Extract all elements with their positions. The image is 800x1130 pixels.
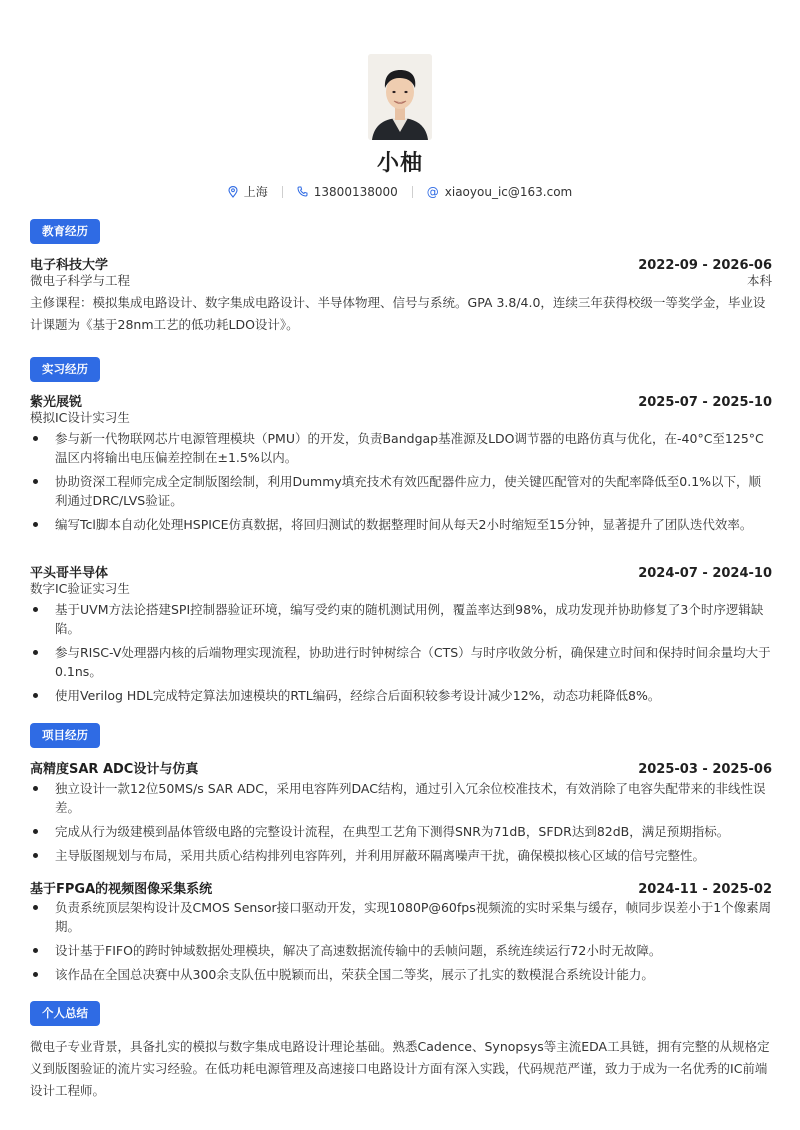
school-name: 电子科技大学 (30, 258, 109, 273)
section-internship-title: 实习经历 (30, 357, 100, 382)
section-projects-title: 项目经历 (30, 723, 100, 748)
education-description: 主修课程：模拟集成电路设计、数字集成电路设计、半导体物理、信号与系统。GPA 3.8/4.0，连续三年获得校级一等奖学金，毕业设计课题为《基于28nm工艺的低功耗LDO设计》。 (30, 295, 766, 332)
education-date: 2022-09 - 2026-06 (638, 258, 772, 273)
degree: 本科 (746, 273, 772, 288)
list-item: 参与RISC-V处理器内核的后端物理实现流程，协助进行时钟树综合（CTS）与时序收敛分析，确保建立时间和保持时间余量均大于0.1ns。 (30, 643, 772, 681)
section-education-title: 教育经历 (30, 219, 100, 244)
project-date: 2024-11 - 2025-02 (638, 882, 772, 897)
internship-date: 2025-07 - 2025-10 (638, 395, 772, 410)
company-name: 紫光展锐 (30, 395, 83, 410)
project-header (30, 758, 772, 777)
list-item: 独立设计一款12位50MS/s SAR ADC，采用电容阵列DAC结构，通过引入冗余位校准技术，有效消除了电容失配带来的非线性误差。 (30, 779, 772, 817)
list-item: 设计基于FIFO的跨时钟域数据处理模块，解决了高速数据流传输中的丢帧问题，系统连续运行72小时无故障。 (30, 941, 772, 960)
contact-bar (0, 183, 800, 200)
internship-role-row (30, 579, 772, 597)
email-item (413, 185, 586, 199)
internship-bullets (30, 429, 772, 539)
list-item: 负责系统顶层架构设计及CMOS Sensor接口驱动开发，实现1080P@60fps视频流的实时采集与缓存，帧同步误差小于1个像素周期。 (30, 898, 772, 936)
role: 数字IC验证实习生 (30, 581, 130, 596)
section-summary-title: 个人总结 (30, 1001, 100, 1026)
candidate-name: 小柚 (376, 151, 423, 176)
email-text: xiaoyou_ic@163.com (444, 184, 573, 199)
company-name: 平头哥半导体 (30, 566, 109, 581)
phone-text: 13800138000 (313, 184, 398, 199)
internship-bullets (30, 600, 772, 710)
role: 模拟IC设计实习生 (30, 410, 130, 425)
project-bullets (30, 898, 772, 989)
internship-role-row (30, 408, 772, 426)
project-name: 基于FPGA的视频图像采集系统 (30, 882, 213, 897)
location-item (214, 183, 282, 200)
phone-item (283, 185, 412, 199)
at-sign-icon: @ (426, 184, 439, 199)
list-item: 编写Tcl脚本自动化处理HSPICE仿真数据，将回归测试的数据整理时间从每天2小时缩短至15分钟，显著提升了团队迭代效率。 (30, 515, 772, 534)
location-pin-icon (228, 186, 238, 198)
list-item: 主导版图规划与布局，采用共质心结构排列电容阵列，并利用屏蔽环隔离噪声干扰，确保模拟核心区域的信号完整性。 (30, 846, 772, 865)
project-header (30, 878, 772, 897)
list-item: 协助资深工程师完成全定制版图绘制，利用Dummy填充技术有效匹配器件应力，使关键匹配管对的失配率降低至0.1%以下，顺利通过DRC/LVS验证。 (30, 472, 772, 510)
major: 微电子科学与工程 (30, 273, 131, 288)
education-subrow (30, 271, 772, 289)
project-bullets (30, 779, 772, 870)
internship-date: 2024-07 - 2024-10 (638, 566, 772, 581)
project-name: 高精度SAR ADC设计与仿真 (30, 762, 199, 777)
summary-text: 微电子专业背景，具备扎实的模拟与数字集成电路设计理论基础。熟悉Cadence、Synopsys等主流EDA工具链，拥有完整的从规格定义到版图验证的流片实习经验。在低功耗电源管理及高速接口电路设计方面有深入实践，代码规范严谨，致力于成为一名优秀的IC前端设计工程师。 (30, 1039, 770, 1098)
profile-photo (368, 54, 432, 140)
list-item: 参与新一代物联网芯片电源管理模块（PMU）的开发，负责Bandgap基准源及LDO调节器的电路仿真与优化，在-40°C至125°C温区内将输出电压偏差控制在±1.5%以内。 (30, 429, 772, 467)
phone-icon (297, 186, 308, 197)
list-item: 基于UVM方法论搭建SPI控制器验证环境，编写受约束的随机测试用例，覆盖率达到98%，成功发现并协助修复了3个时序逻辑缺陷。 (30, 600, 772, 638)
location-text: 上海 (243, 185, 268, 199)
list-item: 该作品在全国总决赛中从300余支队伍中脱颖而出，荣获全国二等奖，展示了扎实的数模混合系统设计能力。 (30, 965, 772, 984)
list-item: 完成从行为级建模到晶体管级电路的完整设计流程，在典型工艺角下测得SNR为71dB，SFDR达到82dB，满足预期指标。 (30, 822, 772, 841)
project-date: 2025-03 - 2025-06 (638, 762, 772, 777)
list-item: 使用Verilog HDL完成特定算法加速模块的RTL编码，经综合后面积较参考设计减少12%，动态功耗降低8%。 (30, 686, 772, 705)
